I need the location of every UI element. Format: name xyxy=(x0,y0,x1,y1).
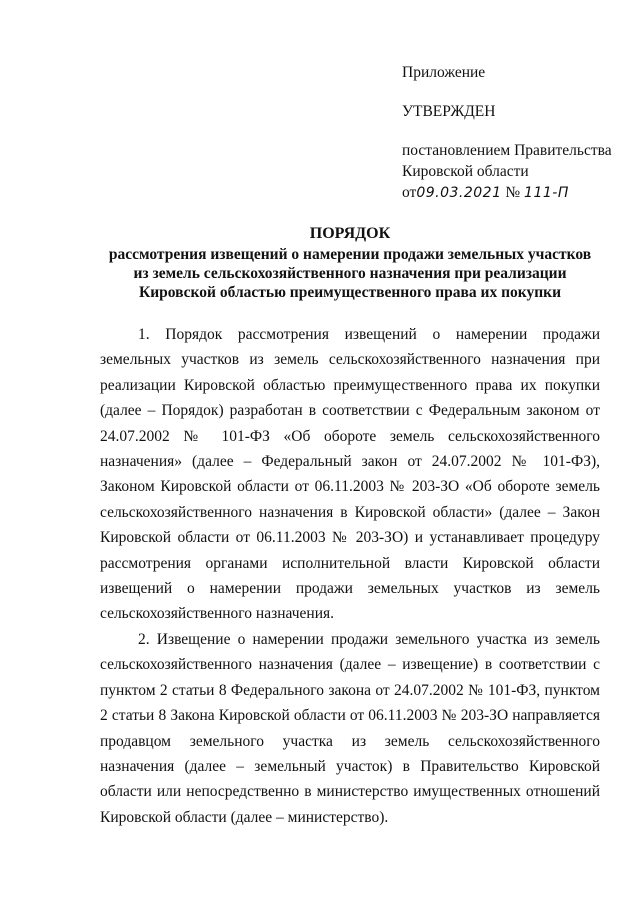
handwritten-date: 09.03.2021 xyxy=(416,185,502,201)
number-prefix: № xyxy=(505,184,521,201)
paragraph-2: 2. Извещение о намерении продажи земельного участка из земель сельскохозяйственного назначения (далее – извещение) в соответствии с пунктом 2 статьи 8 Федерального закона от 24.07.2002 № 101-ФЗ, пунктом 2 статьи 8 Закона Кировской области от 06.11.2003 № 203-ЗО направляется продавцом земельного участка из земель сельскохозяйственного назначения (далее – земельный участок) в Правительство Кировской области или непосредственно в министерство имущественных отношений Кировской области (далее – министерство). xyxy=(100,630,600,826)
paragraph-1: 1. Порядок рассмотрения извещений о намерении продажи земельных участков из земель сельскохозяйственного назначения при реализации Кировской областью преимущественного права их покупки (далее – Порядок) разработан в соответствии с Федеральным законом от 24.07.2002 № 101-ФЗ «Об обороте земель сельскохозяйственного назначения» (далее – Федеральный закон от 24.07.2002 № 101-ФЗ), Законом Кировской области от 06.11.2003 № 203-ЗО «Об обороте земель сельскохозяйственного назначения в Кировской области» (далее – Закон Кировской области от 06.11.2003 № 203-ЗО) и устанавливает процедуру рассмотрения органами исполнительной власти Кировской области извещений о намерении продажи земельных участков из земель сельскохозяйственного назначения. xyxy=(100,326,600,623)
title-main: ПОРЯДОК xyxy=(309,225,391,242)
resolution-line-1: постановлением Правительства xyxy=(402,142,612,159)
title-line-3: Кировской областью преимущественного права их покупки xyxy=(138,284,562,301)
appendix-label: Приложение xyxy=(402,64,486,81)
handwritten-number: 111-П xyxy=(524,185,569,201)
document-body xyxy=(100,322,600,830)
title-line-1: рассмотрения извещений о намерении продажи земельных участков xyxy=(108,246,592,263)
approval-header xyxy=(402,62,634,204)
title-line-2: из земель сельскохозяйственного назначения при реализации xyxy=(133,265,567,282)
approved-label: УТВЕРЖДЕН xyxy=(402,103,496,120)
resolution-line-2: Кировской области xyxy=(402,163,529,180)
document-title xyxy=(60,224,640,302)
date-prefix: от xyxy=(402,184,417,201)
resolution-date-line xyxy=(402,182,634,204)
